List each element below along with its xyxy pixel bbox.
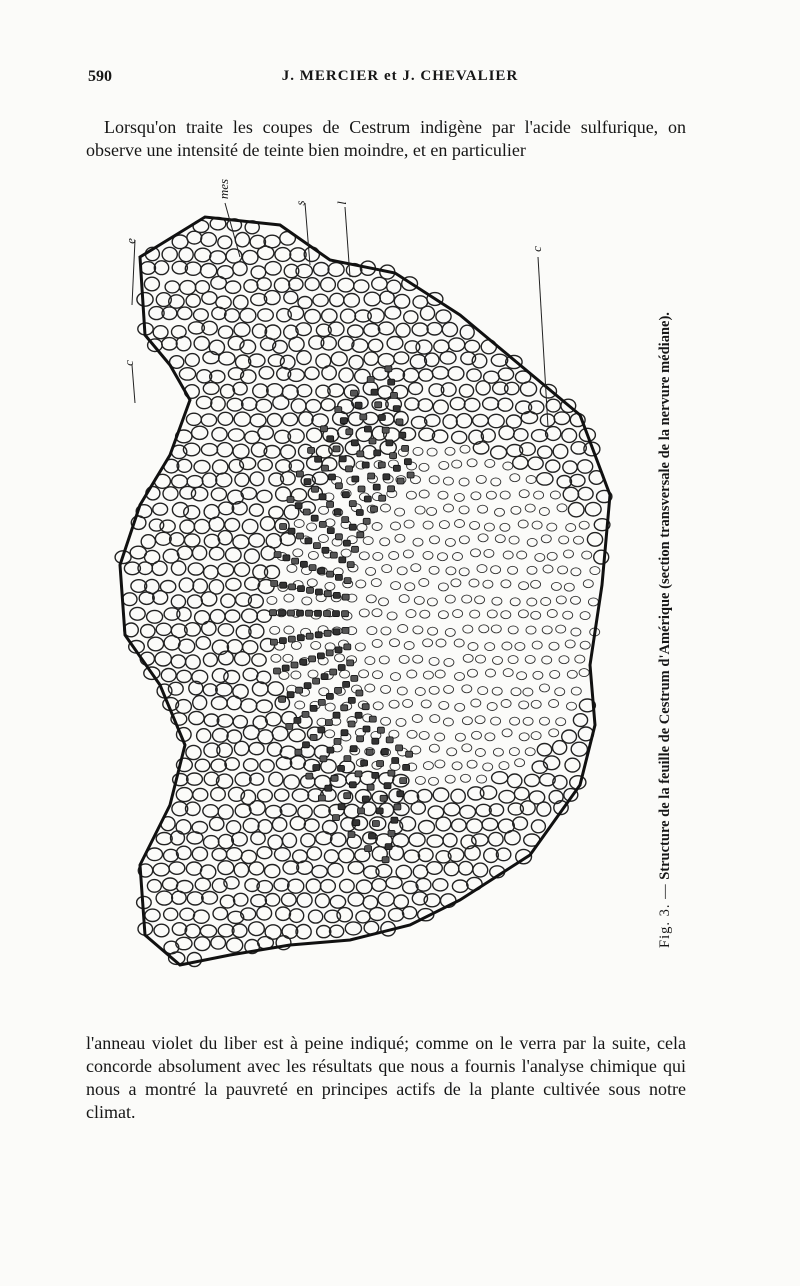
running-head: J. MERCIER et J. CHEVALIER	[281, 68, 519, 84]
label-collenchyma: c	[528, 246, 544, 252]
figure-caption	[637, 213, 677, 948]
paragraph-bottom: l'anneau violet du liber est à peine indiqué; comme on le verra par la suite, cela concorde absolument avec les résultats que nous a fournis l'analyse chimique qui nous a montré la pauvreté en principes actifs de la plante cultivée sous notre climat.	[86, 1033, 686, 1122]
leaf-outline	[120, 217, 610, 965]
label-cuticle: c	[120, 360, 136, 366]
label-liber: l	[333, 201, 349, 205]
label-upper-epidermis: e	[122, 238, 138, 244]
paragraph-top: Lorsqu'on traite les coupes de Cestrum indigène par l'acide sulfurique, on observe une intensité de teinte bien moindre, et en particulier	[86, 117, 686, 160]
leaf-section-illustration	[110, 165, 630, 985]
caption-label: Fig. 3. —	[657, 883, 673, 948]
caption-text: Structure de la feuille de Cestrum d'Amérique (section transversale de la nervure médiane).	[657, 312, 673, 880]
label-sclerenchyma: s	[292, 200, 308, 206]
figure	[110, 165, 630, 985]
label-mesophyll: mes	[216, 178, 232, 200]
page-number: 590	[88, 68, 112, 85]
